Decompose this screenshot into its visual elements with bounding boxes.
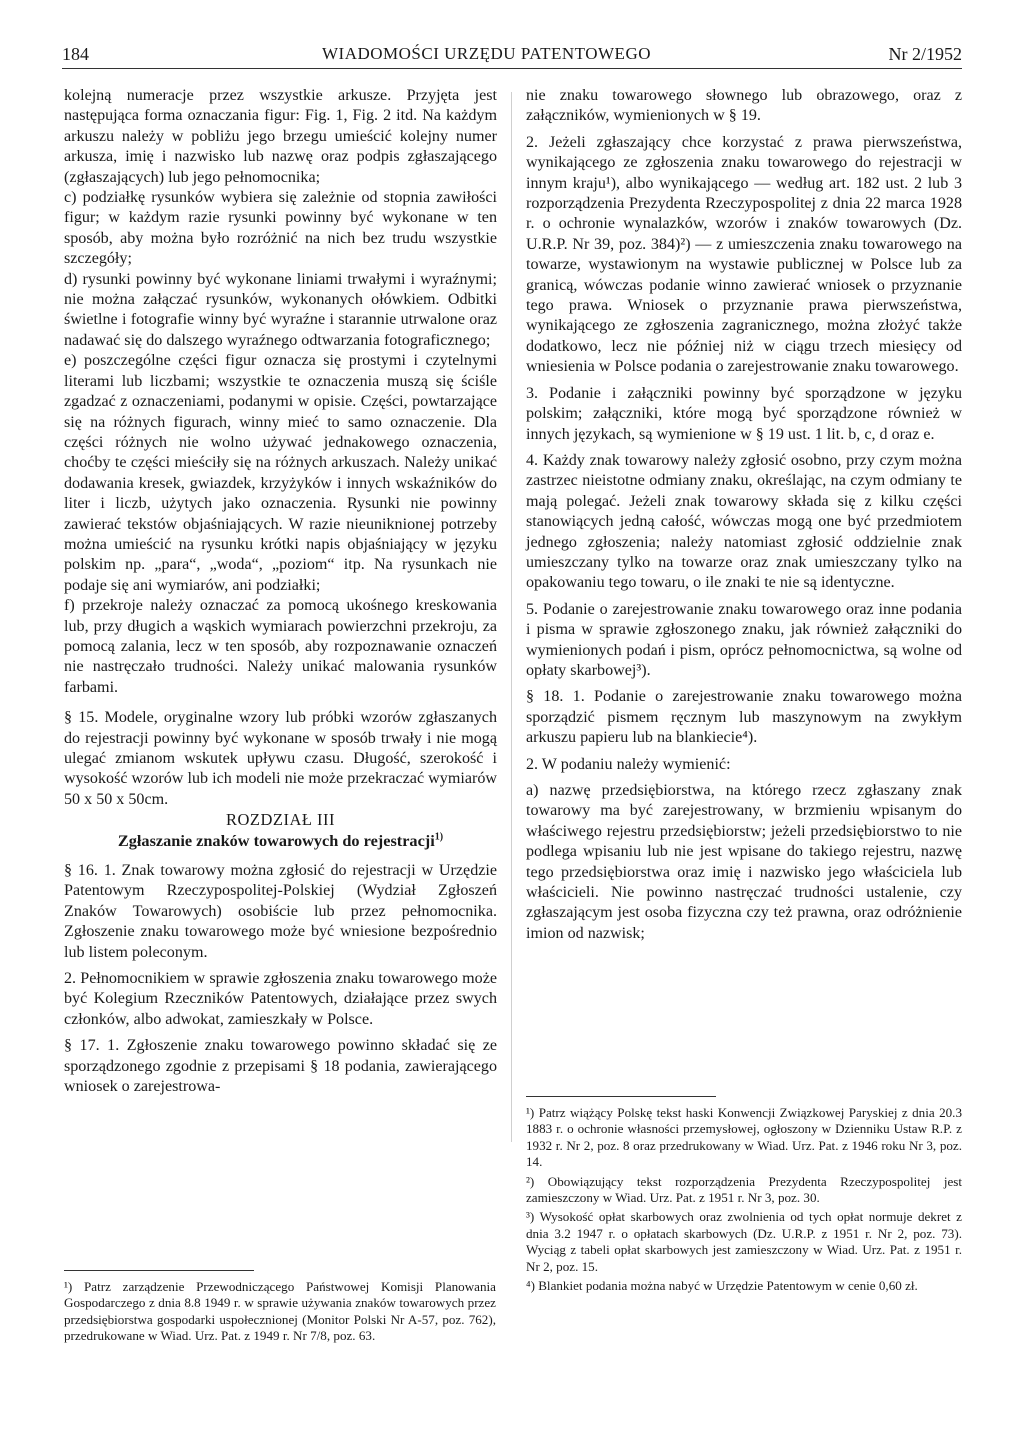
right-paragraph: 5. Podanie o zarejestrowanie znaku towarowego oraz inne podania i pisma w sprawie zgłoszonego znaku, jak również załączniki do wymienionych podań i pism, oprócz pełnomocnictwa, są wolne od opłaty skarbowej³). xyxy=(526,600,962,679)
right-paragraph: 2. W podaniu należy wymienić: xyxy=(526,755,731,773)
page-header xyxy=(62,40,962,70)
left-footnotes xyxy=(64,1270,496,1348)
section-15: § 15. Modele, oryginalne wzory lub próbki wzorów zgłaszanych do rejestracji powinny być wykonane w sposób trwały i nie mogą ulegać zmianom wskutek upływu czasu. Długość, szerokość i wysokość wzorów lub ich modeli nie może przekraczać wymiarów 50 x 50 x 50cm. xyxy=(64,709,497,808)
issue-number: Nr 2/1952 xyxy=(888,44,962,64)
section-17: § 17. 1. Zgłoszenie znaku towarowego powinno składać się ze sporządzonego zgodnie z przepisami § 18 podania, zawierającego wniosek o zarejestrowa- xyxy=(64,1037,497,1096)
right-paragraph: 2. Jeżeli zgłaszający chce korzystać z prawa pierwszeństwa, wynikającego ze zgłoszenia znaku towarowego do rejestracji w innym kraju¹), albo wynikającego — według art. 182 ust. 2 lub 3 rozporządzenia Prezydenta Rzeczypospolitej z dnia 22 marca 1928 r. o ochronie wynalazków, wzorów i znaków towarowych (Dz. U.R.P. Nr 39, poz. 384)²) — z umieszczenia znaku towarowego na towarze, wystawionym na wystawie publicznej w Polsce lub za granicą, wówczas podanie winno zawierać wniosek o przyznanie tego prawa. Wniosek o przyznanie prawa pierwszeństwa, wynikającego ze zgłoszenia zagranicznego, można złożyć także dodatkowo, lecz nie później niż w ciągu trzech miesięcy od wniesienia w Polsce podania o zarejestrowanie znaku towarowego. xyxy=(526,133,962,376)
right-paragraph: nie znaku towarowego słownego lub obrazowego, oraz z załączników, wymienionych w § 19. xyxy=(526,87,962,125)
column-divider xyxy=(511,92,512,1142)
right-paragraph: 3. Podanie i załączniki powinny być sporządzone w języku polskim; załączniki, które mogą być sporządzone również w innych językach, są wymienione w § 19 ust. 1 lit. b, c, d oraz e. xyxy=(526,384,962,443)
right-paragraph: a) nazwę przedsiębiorstwa, na którego rzecz zgłaszany znak towarowy ma być zarejestrowany, w brzmieniu wpisanym do właściwego rejestru przedsiębiorstw; jeżeli przedsiębiorstwo to nie podlega wpisaniu lub nie jest wpisane do takiego rejestru, nazwę tego przedsiębiorstwa oraz imię i nazwisko jego właściciela lub właścicieli. Nie powinno nastręczać trudności ustalenie, czy zgłaszającym jest osoba fizyczna czy też prawna, oraz odróżnienie imion od nazwisk; xyxy=(526,782,962,942)
chapter-title-footnote-ref: 1) xyxy=(434,831,444,843)
footnote: ¹) Patrz zarządzenie Przewodniczącego Państwowej Komisji Planowania Gospodarczego z dnia 8.8 1949 r. w sprawie używania znaków towarowych przez przedsiębiorstwa gospodarki uspołecznionej (Monitor Polski Nr A-57, poz. 762), przedrukowane w Wiad. Urz. Pat. z 1949 r. Nr 7/8, poz. 63. xyxy=(64,1279,496,1344)
left-paragraph: f) przekroje należy oznaczać za pomocą ukośnego kreskowania lub, przy długich a wąskich wymiarach powierzchni przekroju, za pomocą zalania, lecz w ten sposób, aby rozpoznawanie oznaczeń nie nastręczało trudności. Należy unikać malowania rysunków farbami. xyxy=(64,597,497,696)
section-16: § 16. 1. Znak towarowy można zgłosić do rejestracji w Urzędzie Patentowym Rzeczypospolitej-Polskiej (Wydział Zgłoszeń Znaków Towarowych) osobiście lub przez pełnomocnika. Zgłoszenie znaku towarowego może być wniesione bezpośrednio lub listem poleconym. xyxy=(64,862,497,961)
left-paragraph: e) poszczególne części figur oznacza się prostymi i czytelnymi literami lub liczbami; wszystkie te oznaczenia muszą się ściśle zgadzać z oznaczeniami, podanymi w opisie. Części, powtarzające się na różnych figurach, winny mieć to samo oznaczenie. Dla części różnych nie wolno używać jednakowego oznaczenia, choćby te części mieściły się na różnych arkuszach. Należy unikać dodawania kresek, gwiazdek, krzyżyków i innych wskaźników do liter i liczb, użytych jako oznaczenia. Rysunki nie powinny zawierać tekstów objaśniających. W razie nieuniknionej potrzeby można umieścić na rysunku krótki napis objaśniający w języku polskim np. „para“, „woda“, „poziom“ itp. Na rysunkach nie podaje się ani wymiarów, ani podziałki; xyxy=(64,352,497,594)
left-column xyxy=(64,86,497,1098)
right-paragraph: 4. Każdy znak towarowy należy zgłosić osobno, przy czym można zastrzec nieistotne odmiany znaku, określając, na czym odmiany te mają polegać. Jeżeli znak towarowy składa się z kilku części stanowiących jedną całość, wówczas mogą one być przedmiotem jednego zgłoszenia; należy natomiast zgłosić oddzielnie znak umieszczany tylko na towarze oraz znak umieszczany tylko na opakowaniu tego towaru, o ile znaki te nie są identyczne. xyxy=(526,451,962,592)
footnote: ³) Wysokość opłat skarbowych oraz zwolnienia od tych opłat normuje dekret z dnia 3.2 1947 r. o opłatach skarbowych (Dz. U.R.P. z 1951 r. Nr 2, poz. 73). Wyciąg z tabeli opłat skarbowych jest zamieszczony w Wiad. Urz. Pat. z 1951 r. Nr 2, poz. 15. xyxy=(526,1209,962,1274)
chapter-title: Zgłaszanie znaków towarowych do rejestracji$^{1)}$ xyxy=(117,830,444,850)
footnote: ²) Obowiązujący tekst rozporządzenia Prezydenta Rzeczypospolitej jest zamieszczony w Wiad. Urz. Pat. z 1951 r. Nr 3, poz. 30. xyxy=(526,1173,962,1206)
footnote: ⁴) Blankiet podania można nabyć w Urzędzie Patentowym w cenie 0,60 zł. xyxy=(526,1278,918,1294)
footnote: ¹) Patrz wiążący Polskę tekst haski Konwencji Związkowej Paryskiej z dnia 20.3 1883 r. o ochronie własności przemysłowej, ogłoszony w Dzienniku Ustaw R.P. z 1932 r. Nr 2, poz. 8 oraz przedrukowany w Wiad. Urz. Pat. z 1946 roku Nr 3, poz. 14. xyxy=(526,1105,962,1170)
left-paragraph: d) rysunki powinny być wykonane liniami trwałymi i wyraźnymi; nie można załączać rysunków, wykonanych ołówkiem. Odbitki świetlne i fotografie winny być wyraźne i starannie utrwalone oraz nadawać się do dalszego wyraźnego odtwarzania fotograficznego; xyxy=(64,270,497,349)
section-18: § 18. 1. Podanie o zarejestrowanie znaku towarowego można sporządzić pismem ręcznym lub maszynowym na zwykłym arkuszu papieru lub na blankiecie⁴). xyxy=(526,688,962,747)
footnote-rule xyxy=(526,1096,716,1097)
left-paragraph: c) podziałkę rysunków wybiera się zależnie od stopnia zawiłości figur; w każdym razie rysunki powinny być wykonane w ten sposób, aby można było rozróżnić na nich bez trudu wszystkie szczegóły; xyxy=(64,189,497,268)
header-rule xyxy=(62,68,962,69)
footnote-rule xyxy=(64,1270,254,1271)
chapter-heading: ROZDZIAŁ III xyxy=(225,810,336,830)
right-footnotes xyxy=(526,1096,962,1297)
left-paragraph: kolejną numeracje przez wszystkie arkusze. Przyjęta jest następująca forma oznaczania figur: Fig. 1, Fig. 2 itd. Na każdym arkuszu należy w pobliżu jego brzegu umieścić kolejny numer arkusza, imię i nazwisko lub nazwę oraz podpis zgłaszającego (zgłaszających) lub jego pełnomocnika; xyxy=(64,87,497,186)
right-column xyxy=(526,86,962,944)
section-16-2: 2. Pełnomocnikiem w sprawie zgłoszenia znaku towarowego może być Kolegium Rzeczników Patentowych, działające przez swych członków, albo adwokat, zamieszkały w Polsce. xyxy=(64,970,497,1028)
page-number: 184 xyxy=(62,44,89,64)
journal-title: WIADOMOŚCI URZĘDU PATENTOWEGO xyxy=(322,44,651,63)
